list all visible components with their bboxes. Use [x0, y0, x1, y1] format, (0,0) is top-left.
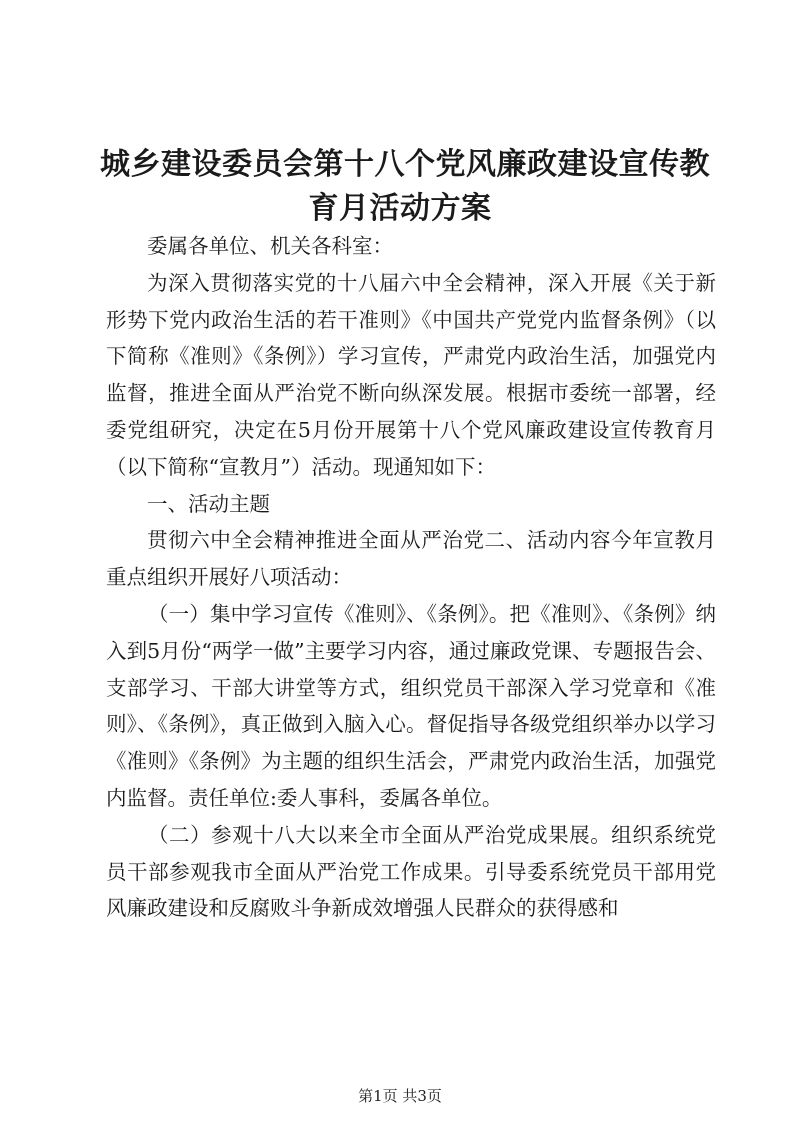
paragraph-item-1: （一）集中学习宣传《准则》、《条例》。把《准则》、《条例》纳入到5月份“两学一做”主要学习内容，通过廉政党课、专题报告会、支部学习、干部大讲堂等方式，组织党员干部深入学习党章和《准则》、《条例》，真正做到入脑入心。督促指导各级党组织举办以学习《准则》《条例》为主题的组织生活会，严肃党内政治生活，加强党内监督。责任单位:委人事科，委属各单位。	[106, 601, 716, 810]
document-body	[106, 228, 716, 927]
document-title-line-2: 育月活动方案	[308, 191, 492, 226]
document-title	[100, 143, 710, 231]
page-footer: 第1页 共3页	[358, 1087, 442, 1105]
paragraph-intro: 为深入贯彻落实党的十八届六中全会精神，深入开展《关于新形势下党内政治生活的若干准则》《中国共产党党内监督条例》（以下简称《准则》《条例》）学习宣传，严肃党内政治生活，加强党内监督，推进全面从严治党不断向纵深发展。根据市委统一部署，经委党组研究，决定在5月份开展第十八个党风廉政建设宣传教育月（以下简称“宣教月”）活动。现通知如下：	[106, 270, 716, 479]
paragraph-item-2: （二）参观十八大以来全市全面从严治党成果展。组织系统党员干部参观我市全面从严治党工作成果。引导委系统党员干部用党风廉政建设和反腐败斗争新成效增强人民群众的获得感和	[106, 822, 716, 921]
document-title-line-1: 城乡建设委员会第十八个党风廉政建设宣传教	[100, 147, 710, 182]
salutation: 委属各单位、机关各科室：	[147, 234, 393, 258]
section-heading-theme: 一、活动主题	[147, 491, 270, 516]
paragraph-theme-content: 贯彻六中全会精神推进全面从严治党二、活动内容今年宣教月重点组织开展好八项活动：	[106, 528, 716, 590]
